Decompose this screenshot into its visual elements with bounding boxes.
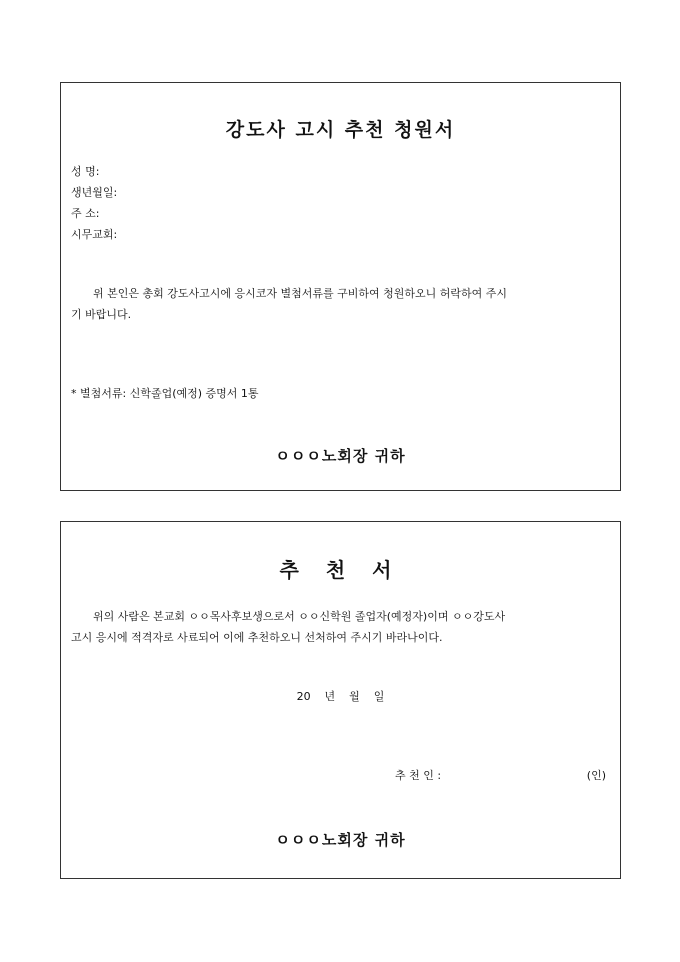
petition-form <box>60 82 621 491</box>
petition-body-line1: 위 본인은 총회 강도사고시에 응시코자 별첨서류를 구비하여 청원하오니 허락하여 주시 <box>93 287 508 300</box>
recommender-label: 추 천 인 : <box>395 769 442 782</box>
recommendation-body-line1: 위의 사람은 본교회 ㅇㅇ목사후보생으로서 ㅇㅇ신학원 졸업자(예정자)이며 ㅇㅇ강도사 <box>93 610 506 623</box>
recommendation-body-line2: 고시 응시에 적격자로 사료되어 이에 추천하오니 선처하여 주시기 바라나이다. <box>71 631 443 644</box>
petition-addressee: ㅇㅇㅇ노회장 귀하 <box>275 447 406 465</box>
recommendation-title: 추 천 서 <box>279 558 402 582</box>
field-church-label: 시무교회: <box>71 228 118 241</box>
petition-title: 강도사 고시 추천 청원서 <box>225 119 456 141</box>
petition-body <box>71 283 611 325</box>
field-address-label: 주 소: <box>71 207 100 220</box>
seal-mark: (인) <box>586 769 606 782</box>
field-birthdate-label: 생년월일: <box>71 186 118 199</box>
petition-body-line2: 기 바랍니다. <box>71 308 132 321</box>
recommendation-addressee: ㅇㅇㅇ노회장 귀하 <box>275 831 406 849</box>
recommendation-date: 20 년 월 일 <box>296 690 385 703</box>
recommendation-form <box>60 521 621 879</box>
attachment-note: * 별첨서류: 신학졸업(예정) 증명서 1통 <box>71 387 259 400</box>
field-name-label: 성 명: <box>71 165 100 178</box>
recommendation-body <box>71 606 611 648</box>
